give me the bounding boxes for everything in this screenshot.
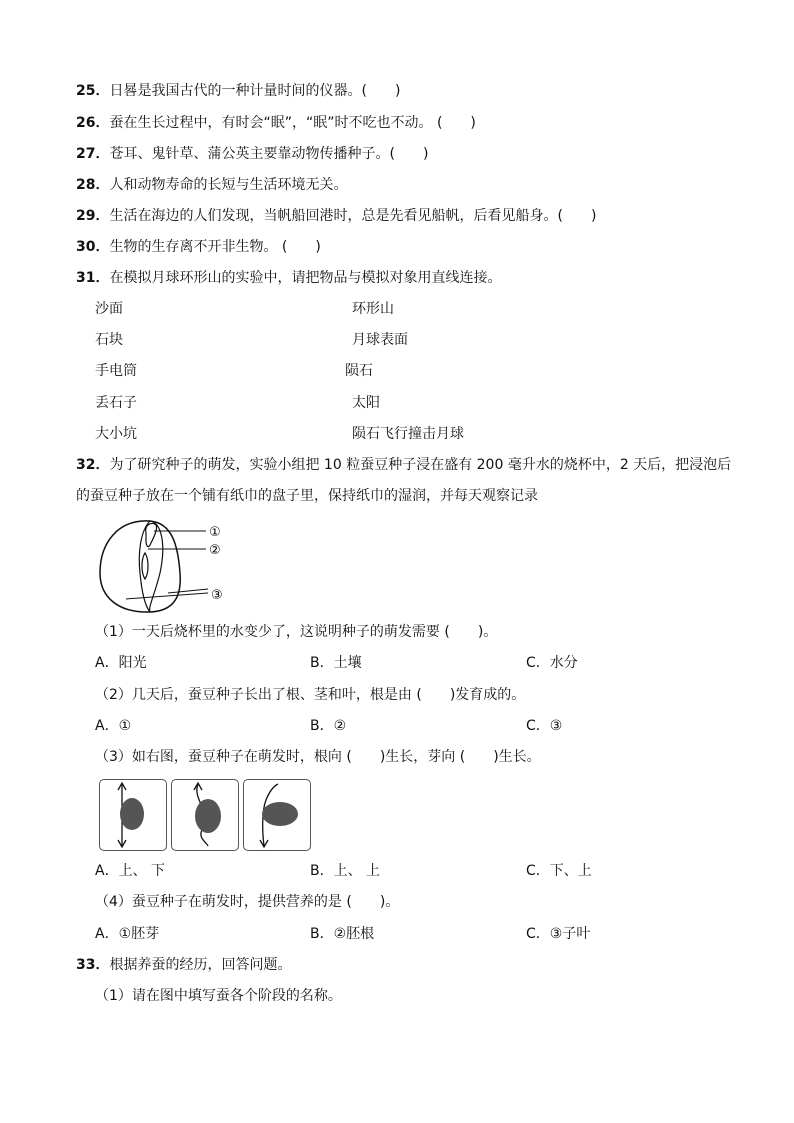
question-text: 生活在海边的人们发现，当帆船回港时，总是先看见船帆，后看见船身。( ) [109, 208, 597, 224]
germination-image-b [171, 779, 239, 851]
sub-question-3: （3）如右图，蚕豆种子在萌发时，根向 ( )生长，芽向 ( )生长。 [95, 749, 541, 765]
option-b[interactable]: B．土壤 [310, 655, 362, 671]
question-number: 31 [76, 270, 96, 286]
question-text: 根据养蚕的经历，回答问题。 [109, 957, 292, 973]
option-c[interactable]: C．③ [526, 718, 563, 734]
germination-image-a [99, 779, 167, 851]
question-text: 生物的生存离不开非生物。 ( ) [109, 239, 321, 255]
question-32: 32．为了研究种子的萌发，实验小组把 10 粒蚕豆种子浸在盛有 200 毫升水的烧杯中，2 天后，把浸泡后 [76, 457, 732, 473]
question-number: 28 [76, 177, 96, 193]
option-b[interactable]: B．上、 上 [310, 863, 381, 879]
question-number: 25 [76, 83, 96, 99]
question-26: 26．蚕在生长过程中，有时会“眠”，“眠”时不吃也不动。 ( ) [76, 115, 476, 131]
question-31: 31．在模拟月球环形山的实验中，请把物品与模拟对象用直线连接。 [76, 270, 502, 286]
option-b[interactable]: B．②胚根 [310, 926, 375, 942]
bean-seed-diagram [96, 515, 236, 615]
match-right-item: 月球表面 [352, 332, 408, 348]
question-text: 苍耳、鬼针草、蒲公英主要靠动物传播种子。( ) [109, 146, 429, 162]
option-c[interactable]: C．下、上 [526, 863, 592, 879]
option-a[interactable]: A．①胚芽 [95, 926, 160, 942]
question-33: 33．根据养蚕的经历，回答问题。 [76, 957, 292, 973]
question-text: 日晷是我国古代的一种计量时间的仪器。( ) [109, 83, 401, 99]
diagram-label-3: ③ [211, 588, 223, 603]
question-text: 为了研究种子的萌发，实验小组把 10 粒蚕豆种子浸在盛有 200 毫升水的烧杯中，2 天后，把浸泡后 [109, 457, 732, 473]
question-text: 蚕在生长过程中，有时会“眠”，“眠”时不吃也不动。 ( ) [109, 115, 476, 131]
question-number: 29 [76, 208, 96, 224]
option-c[interactable]: C．③子叶 [526, 926, 591, 942]
question-30: 30．生物的生存离不开非生物。 ( ) [76, 239, 321, 255]
match-right-item: 太阳 [352, 395, 380, 411]
question-25: 25．日晷是我国古代的一种计量时间的仪器。( ) [76, 83, 401, 99]
option-a[interactable]: A．阳光 [95, 655, 147, 671]
match-right-item: 陨石飞行撞击月球 [352, 426, 464, 442]
question-number: 33 [76, 957, 96, 973]
sub-question-2: （2）几天后，蚕豆种子长出了根、茎和叶，根是由 ( )发育成的。 [95, 687, 526, 703]
match-right-item: 陨石 [345, 363, 373, 379]
question-27: 27．苍耳、鬼针草、蒲公英主要靠动物传播种子。( ) [76, 146, 429, 162]
option-b[interactable]: B．② [310, 718, 347, 734]
option-a[interactable]: A．① [95, 718, 132, 734]
question-28: 28．人和动物寿命的长短与生活环境无关。 [76, 177, 348, 193]
diagram-label-1: ① [209, 525, 221, 540]
diagram-label-2: ② [209, 543, 221, 558]
question-number: 27 [76, 146, 96, 162]
question-text: 人和动物寿命的长短与生活环境无关。 [109, 177, 348, 193]
sub-question-1: （1）请在图中填写蚕各个阶段的名称。 [95, 988, 342, 1004]
option-a[interactable]: A．上、 下 [95, 863, 166, 879]
question-32-continued: 的蚕豆种子放在一个铺有纸巾的盘子里，保持纸巾的湿润，并每天观察记录 [76, 488, 538, 504]
question-29: 29．生活在海边的人们发现，当帆船回港时，总是先看见船帆，后看见船身。( ) [76, 208, 597, 224]
question-number: 32 [76, 457, 96, 473]
match-left-item: 沙面 [95, 301, 123, 317]
match-left-item: 大小坑 [95, 426, 137, 442]
match-right-item: 环形山 [352, 301, 394, 317]
germination-image-c [243, 779, 311, 851]
match-left-item: 丢石子 [95, 395, 137, 411]
match-left-item: 手电筒 [95, 363, 137, 379]
sub-question-1: （1）一天后烧杯里的水变少了，这说明种子的萌发需要 ( )。 [95, 624, 498, 640]
question-number: 30 [76, 239, 96, 255]
sub-question-4: （4）蚕豆种子在萌发时，提供营养的是 ( )。 [95, 894, 400, 910]
option-c[interactable]: C．水分 [526, 655, 578, 671]
question-number: 26 [76, 115, 96, 131]
question-text: 在模拟月球环形山的实验中，请把物品与模拟对象用直线连接。 [109, 270, 502, 286]
match-left-item: 石块 [95, 332, 123, 348]
